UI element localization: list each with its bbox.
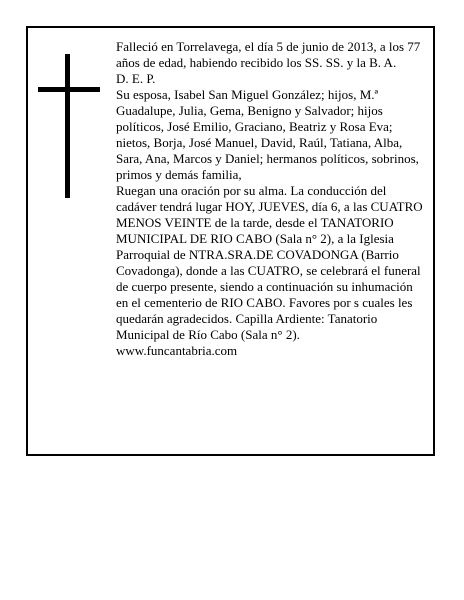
cross-icon — [38, 54, 100, 198]
obituary-notice — [26, 26, 435, 456]
rest-in-peace: D. E. P. — [116, 71, 156, 86]
website-text: www.funcantabria.com — [116, 343, 238, 358]
cross-vertical-bar — [65, 54, 70, 198]
funeral-details: Ruegan una oración por su alma. La conducción del cadáver tendrá lugar HOY, JUEVES, día 6, a las CUATRO MENOS VEINTE de la tarde, desde el TANATORIO MUNICIPAL DE RIO CABO (Sala n° 2), a la Iglesia Parroquial de NTRA.SRA.DE COVADONGA (Barrio Covadonga), donde a las CUATRO, se celebrará el funeral de cuerpo presente, siendo a continuación su inhumación en el cementerio de RIO CABO. Favores por s cuales les quedarán agradecidos. Capilla Ardiente: Tanatorio Municipal de Río Cabo (Sala n° 2). — [116, 183, 423, 342]
family-list: Su esposa, Isabel San Miguel González; hijos, M.ª Guadalupe, Julia, Gema, Benigno y Salvador; hijos políticos, José Emilio, Graciano, Beatriz y Rosa Eva; nietos, Borja, José Manuel, David, Raúl, Tatiana, Alba, Sara, Ana, Marcos y Daniel; hermanos políticos, sobrinos, primos y demás familia, — [116, 87, 419, 182]
death-announcement: Falleció en Torrelavega, el día 5 de junio de 2013, a los 77 años de edad, habiendo recibido los SS. SS. y la B. A. — [116, 39, 421, 70]
notice-text — [116, 39, 424, 359]
cross-horizontal-bar — [38, 87, 100, 92]
